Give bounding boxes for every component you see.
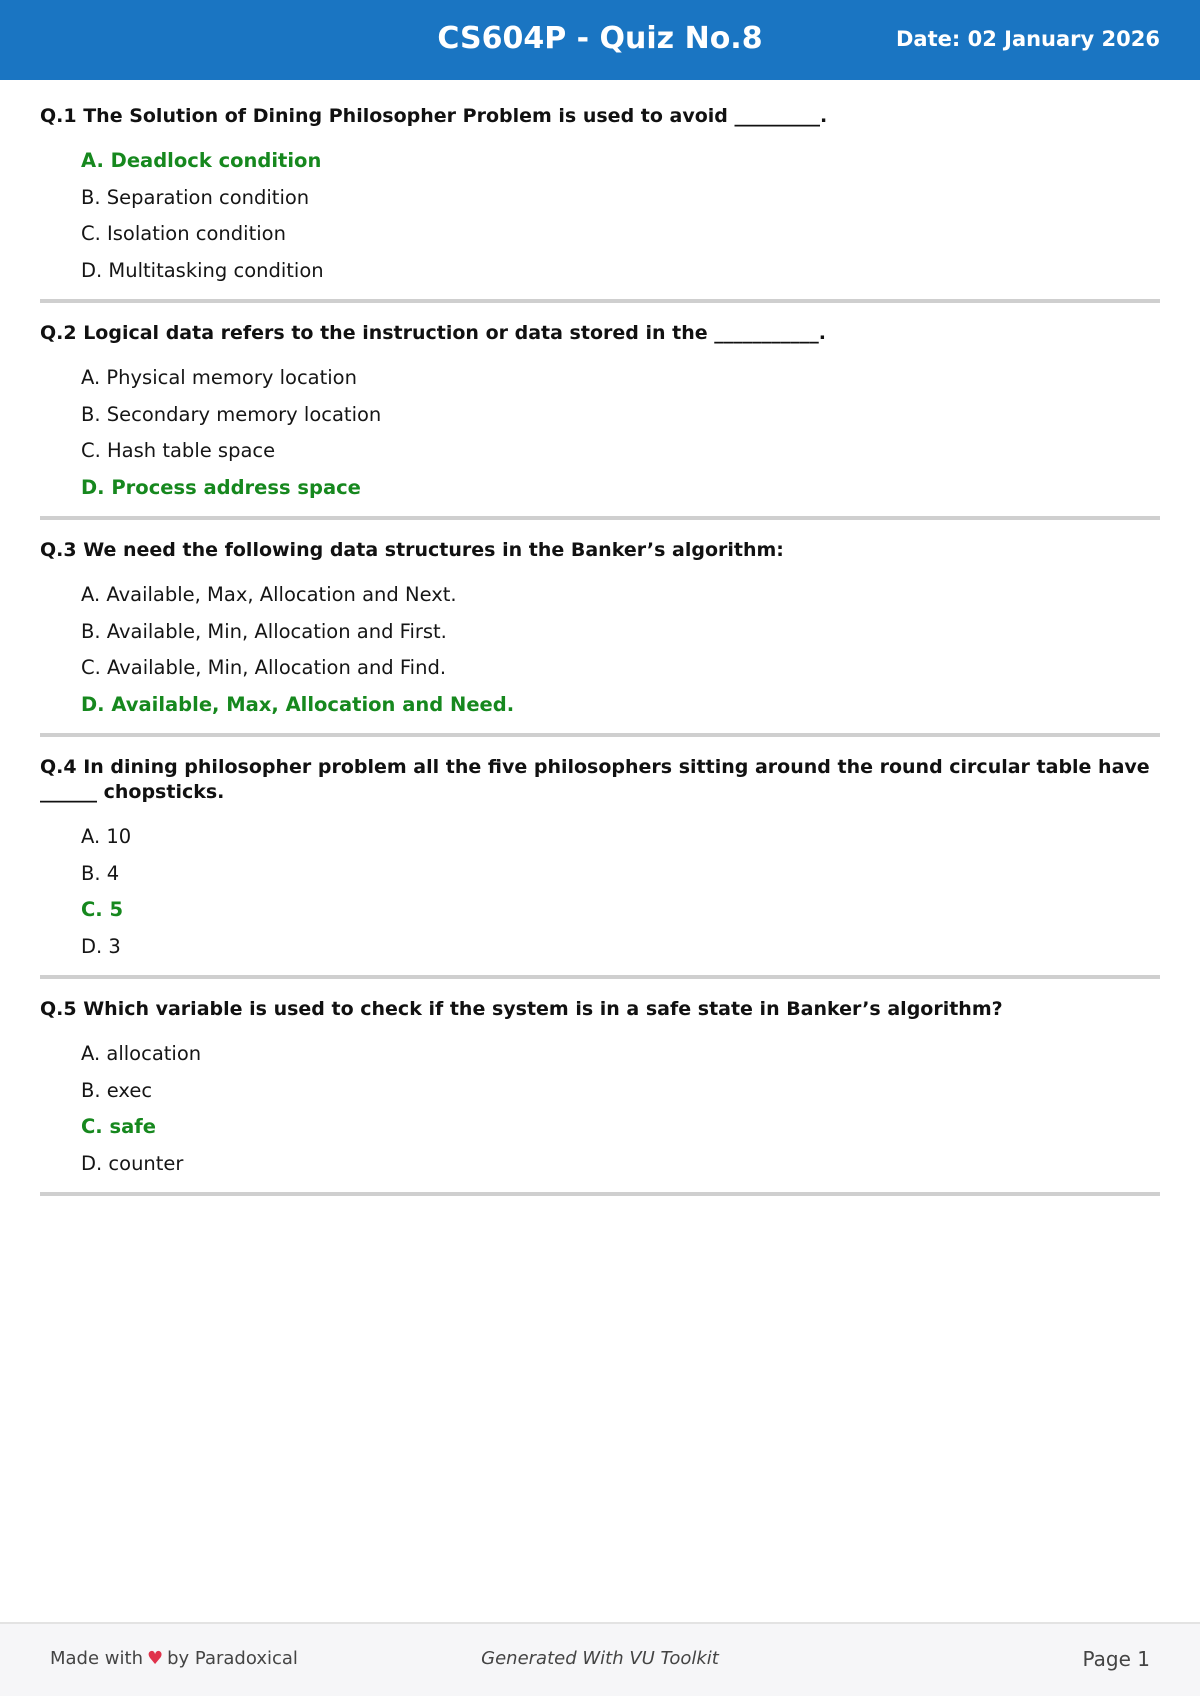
option-list (40, 360, 1160, 506)
option: B. exec (81, 1078, 153, 1102)
option: B. 4 (81, 861, 120, 885)
option: D. counter (81, 1151, 184, 1175)
option-list (40, 819, 1160, 965)
correct-option: C. safe (81, 1115, 156, 1138)
question-block (40, 321, 1160, 520)
option: B. Separation condition (81, 185, 310, 209)
footer-author: by Paradoxical (167, 1648, 298, 1669)
correct-option: D. Available, Max, Allocation and Need. (81, 692, 515, 716)
heart-icon: ♥ (146, 1648, 164, 1669)
correct-option: C. 5 (81, 898, 124, 921)
question-text: Q.2 Logical data refers to the instruction or data stored in the ___________. (40, 322, 826, 344)
question-block (40, 538, 1160, 737)
option: D. 3 (81, 934, 121, 958)
option: B. Available, Min, Allocation and First. (81, 619, 447, 643)
option: C. Hash table space (81, 439, 276, 462)
option: D. Multitasking condition (81, 258, 324, 282)
page-number: Page 1 (1082, 1647, 1150, 1671)
option-list (40, 143, 1160, 289)
question-list (40, 96, 1160, 1214)
option: B. Secondary memory location (81, 402, 382, 426)
option-list (40, 577, 1160, 723)
question-text: Q.1 The Solution of Dining Philosopher Problem is used to avoid _________. (40, 105, 828, 127)
option: A. allocation (81, 1042, 202, 1065)
quiz-header (0, 0, 1200, 80)
question-text: Q.4 In dining philosopher problem all the five philosophers sitting around the round circular table have ______ chopsticks. (40, 756, 1150, 803)
quiz-title: CS604P - Quiz No.8 (437, 21, 763, 56)
footer-generated: Generated With VU Toolkit (481, 1648, 719, 1669)
question-text: Q.3 We need the following data structures in the Banker’s algorithm: (40, 539, 784, 561)
correct-option: D. Process address space (81, 475, 361, 499)
question-block (40, 755, 1160, 979)
option: A. 10 (81, 825, 132, 848)
question-block (40, 104, 1160, 303)
question-block (40, 997, 1160, 1196)
option: A. Available, Max, Allocation and Next. (81, 583, 457, 606)
option: A. Physical memory location (81, 366, 357, 389)
question-text: Q.5 Which variable is used to check if the system is in a safe state in Banker’s algorithm? (40, 998, 1003, 1020)
page-footer (0, 1622, 1200, 1696)
option-list (40, 1036, 1160, 1182)
option: C. Isolation condition (81, 222, 286, 245)
correct-option: A. Deadlock condition (81, 149, 322, 172)
quiz-date: Date: 02 January 2026 (896, 27, 1160, 51)
footer-made-with: Made with (50, 1648, 143, 1669)
option: C. Available, Min, Allocation and Find. (81, 656, 447, 679)
